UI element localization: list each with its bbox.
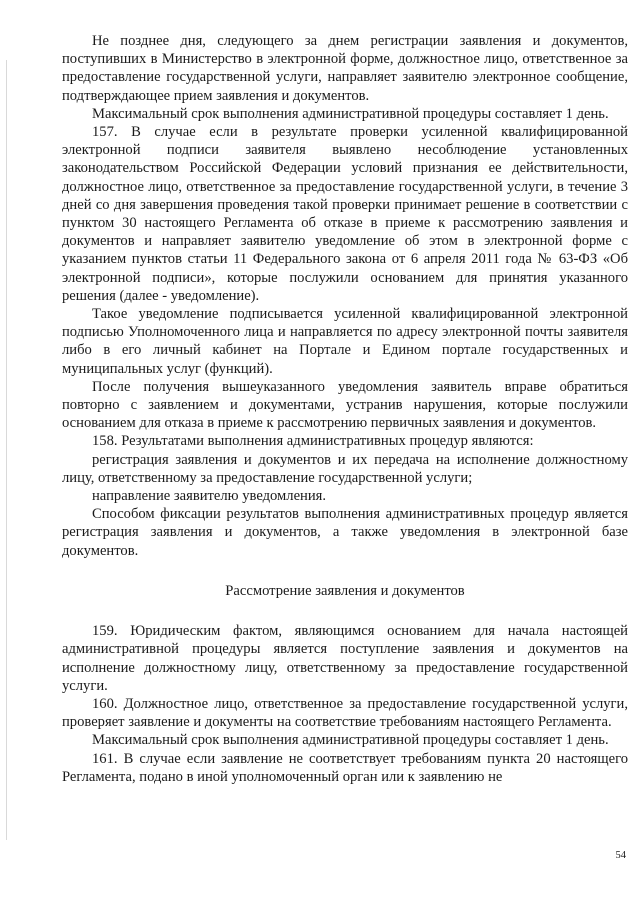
paragraph: 161. В случае если заявление не соответствует требованиям пункта 20 настоящего Регламента, подано в иной уполномоченный орган или к заявлению не [62, 750, 628, 785]
paragraph: Способом фиксации результатов выполнения административных процедур является регистрация заявления и документов, а также уведомления в электронной базе документов. [62, 506, 628, 559]
paragraph: Максимальный срок выполнения административной процедуры составляет 1 день. [92, 732, 609, 749]
paragraph: 157. В случае если в результате проверки усиленной квалифицированной электронной подписи заявителя выявлено несоблюдение установленных законодательством Российской Федерации условий признания ее действительности, должностное лицо, ответственное за предоставление государственной услуги, в течение 3 дней со дня завершения проведения такой проверки принимает решение в соответствии с пунктом 30 настоящего Регламента об отказе в приеме к рассмотрению заявления и документов и направляет заявителю уведомление об этом в электронной форме с указанием пунктов статьи 11 Федерального закона от 6 апреля 2011 года № 63-ФЗ «Об электронной подписи», которые послужили основанием для принятия указанного решения (далее - уведомление). [62, 124, 628, 304]
paragraph: 159. Юридическим фактом, являющимся основанием для начала настоящей административной процедуры является поступление заявления и документов на исполнение должностному лицу, ответственному за предоставление государственной услуги. [62, 623, 628, 694]
scan-edge-mark [6, 60, 7, 840]
section-heading: Рассмотрение заявления и документов [225, 582, 465, 599]
paragraph: 160. Должностное лицо, ответственное за предоставление государственной услуги, проверяет заявление и документы на соответствие требованиям настоящего Регламента. [62, 695, 628, 731]
paragraph: 158. Результатами выполнения административных процедур являются: [92, 433, 534, 450]
text-block-top [62, 32, 628, 560]
paragraph: Максимальный срок выполнения административной процедуры составляет 1 день. [92, 105, 609, 122]
text-block-bottom [62, 622, 628, 786]
document-page [62, 32, 628, 786]
paragraph: регистрация заявления и документов и их передача на исполнение должностному лицу, ответственному за предоставление государственной услуги; [62, 451, 628, 486]
paragraph: Такое уведомление подписывается усиленной квалифицированной электронной подписью Уполномоченного лица и направляется по адресу электронной почты заявителя либо в его личный кабинет на Портале и Едином портале государственных и муниципальных услуг (функций). [62, 306, 628, 377]
paragraph: направление заявителю уведомления. [92, 488, 327, 505]
paragraph: Не позднее дня, следующего за днем регистрации заявления и документов, поступивших в Министерство в электронной форме, должностное лицо, ответственное за предоставление государственной услуги, направляет заявителю электронное сообщение, подтверждающее прием заявления и документов. [62, 33, 628, 104]
paragraph: После получения вышеуказанного уведомления заявитель вправе обратиться повторно с заявлением и документами, устранив нарушения, которые послужили основанием для отказа в приеме к рассмотрению первичных заявления и документов. [62, 378, 628, 432]
page-number: 54 [615, 850, 626, 861]
